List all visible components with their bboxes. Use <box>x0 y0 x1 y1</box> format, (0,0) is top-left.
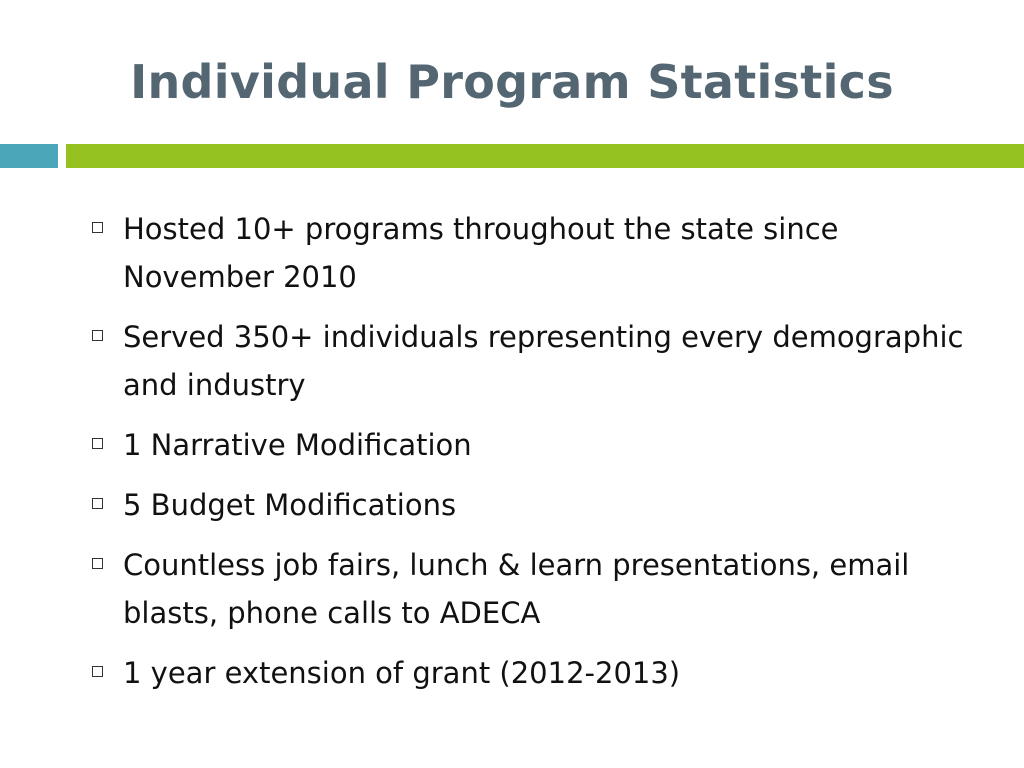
accent-bar-green <box>66 144 1024 168</box>
accent-bar-teal <box>0 144 58 168</box>
slide-title: Individual Program Statistics <box>130 55 894 109</box>
bullet-item <box>92 205 972 301</box>
hollow-square-icon <box>92 666 103 677</box>
bullet-text: Served 350+ individuals representing every demographic and industry <box>123 320 964 402</box>
hollow-square-icon <box>92 222 103 233</box>
bullet-text: 1 Narrative Modification <box>123 428 472 462</box>
bullet-text: Countless job fairs, lunch & learn presentations, email blasts, phone calls to ADECA <box>123 548 910 630</box>
bullet-text: 5 Budget Modifications <box>123 488 457 522</box>
bullet-text: 1 year extension of grant (2012-2013) <box>123 656 681 690</box>
bullet-item <box>92 649 972 697</box>
bullet-text: Hosted 10+ programs throughout the state since November 2010 <box>123 212 839 294</box>
bullet-item <box>92 313 972 409</box>
bullet-item <box>92 421 972 469</box>
bullet-item <box>92 481 972 529</box>
hollow-square-icon <box>92 558 103 569</box>
hollow-square-icon <box>92 498 103 509</box>
bullet-item <box>92 541 972 637</box>
bullet-list <box>92 205 972 709</box>
hollow-square-icon <box>92 438 103 449</box>
hollow-square-icon <box>92 330 103 341</box>
